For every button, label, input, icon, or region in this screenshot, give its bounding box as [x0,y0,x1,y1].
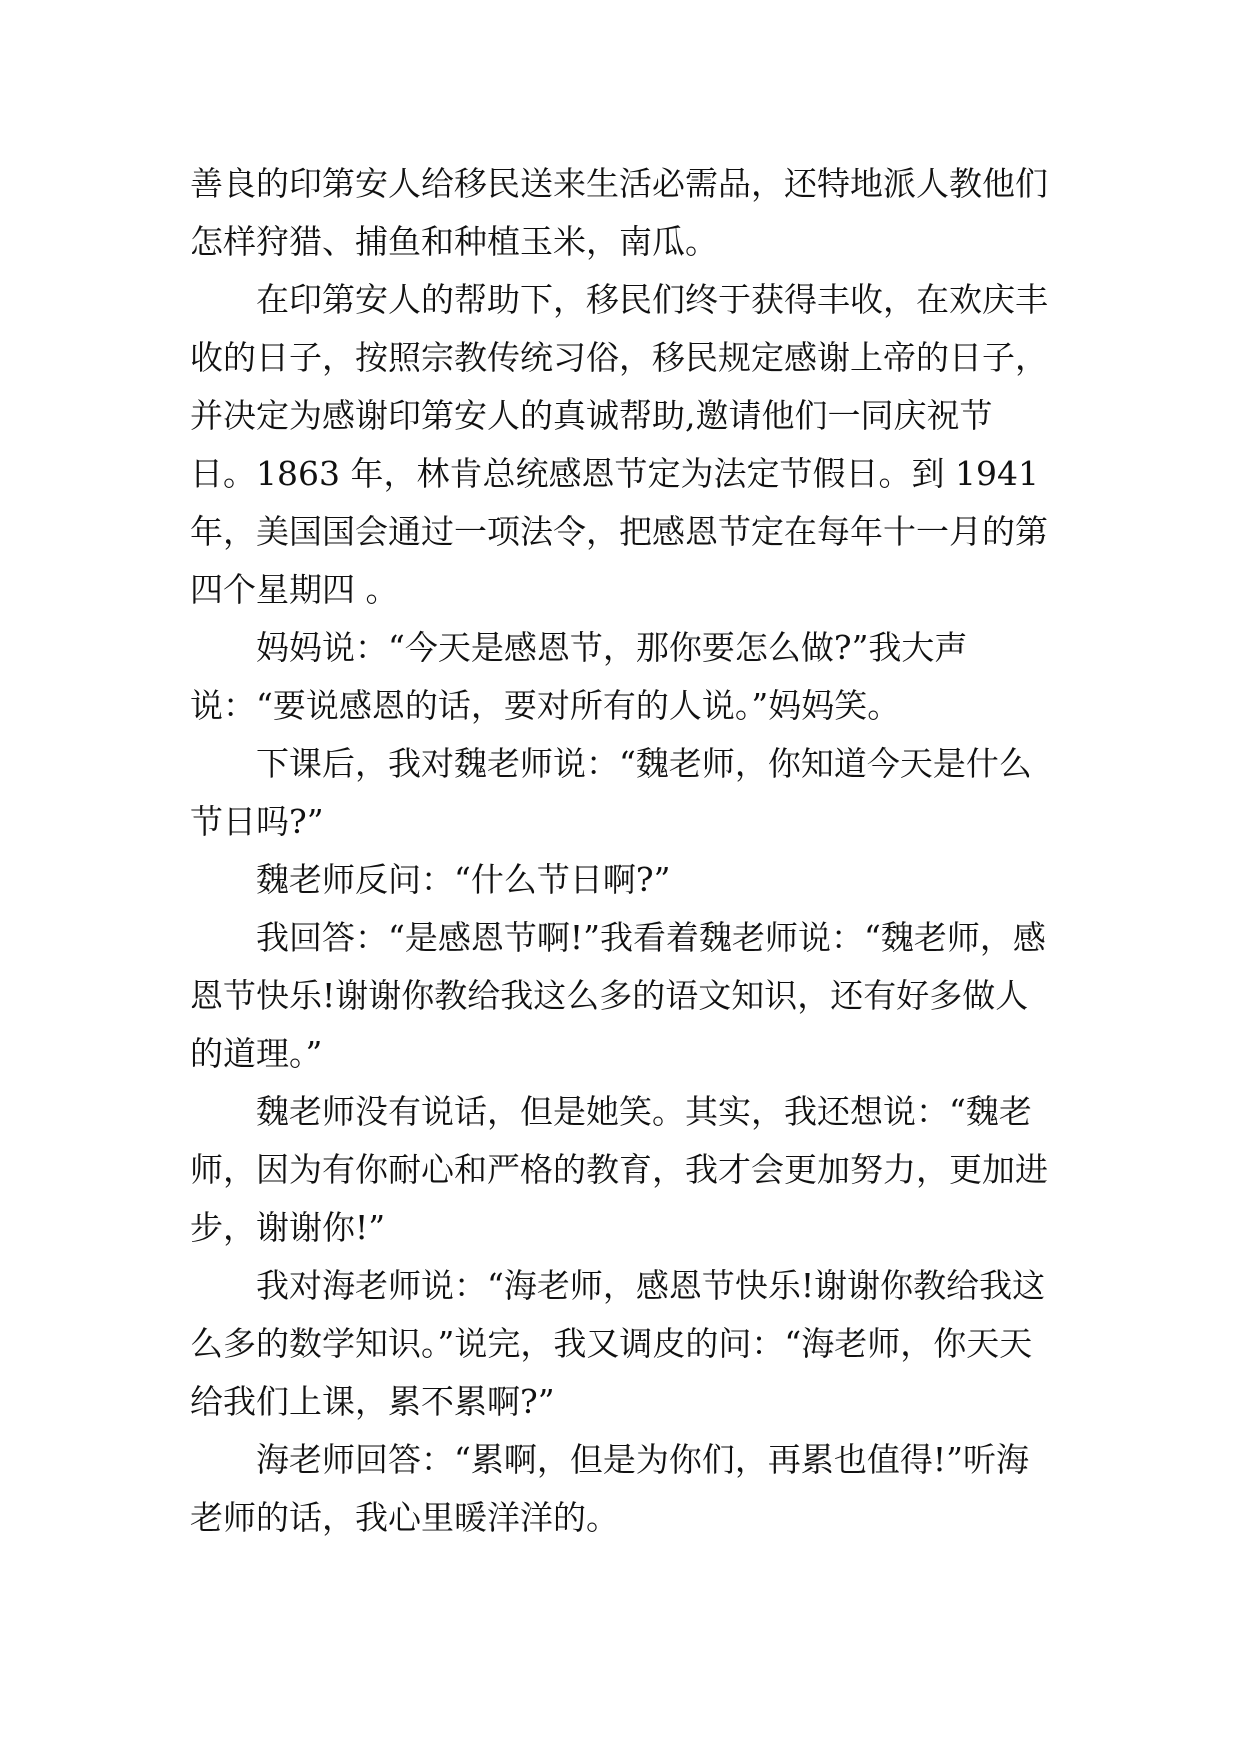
paragraph: 我回答：“是感恩节啊!”我看着魏老师说：“魏老师，感恩节快乐!谢谢你教给我这么多的语文知识，还有好多做人的道理。” [190,918,1046,1073]
paragraph: 下课后，我对魏老师说：“魏老师，你知道今天是什么节日吗?” [190,744,1032,841]
paragraph: 海老师回答：“累啊，但是为你们，再累也值得!”听海老师的话，我心里暖洋洋的。 [190,1440,1030,1537]
document-body [190,155,1050,1547]
paragraph: 善良的印第安人给移民送来生活必需品，还特地派人教他们怎样狩猎、捕鱼和种植玉米，南瓜。 [190,164,1048,261]
paragraph: 魏老师没有说话，但是她笑。其实，我还想说：“魏老师，因为有你耐心和严格的教育，我才会更加努力，更加进步，谢谢你!” [190,1092,1048,1247]
paragraph: 在印第安人的帮助下，移民们终于获得丰收，在欢庆丰收的日子，按照宗教传统习俗，移民规定感谢上帝的日子，并决定为感谢印第安人的真诚帮助,邀请他们一同庆祝节日。1863 年，林肯总统感恩节定为法定节假日。到 1941 年，美国国会通过一项法令，把感恩节定在每年十一月的第四个星期四 。 [190,280,1050,609]
paragraph: 魏老师反问：“什么节日啊?” [256,860,671,899]
paragraph: 妈妈说：“今天是感恩节，那你要怎么做?”我大声说：“要说感恩的话，要对所有的人说。”妈妈笑。 [190,628,968,725]
paragraph: 我对海老师说：“海老师，感恩节快乐!谢谢你教给我这么多的数学知识。”说完，我又调皮的问：“海老师，你天天给我们上课，累不累啊?” [190,1266,1046,1421]
